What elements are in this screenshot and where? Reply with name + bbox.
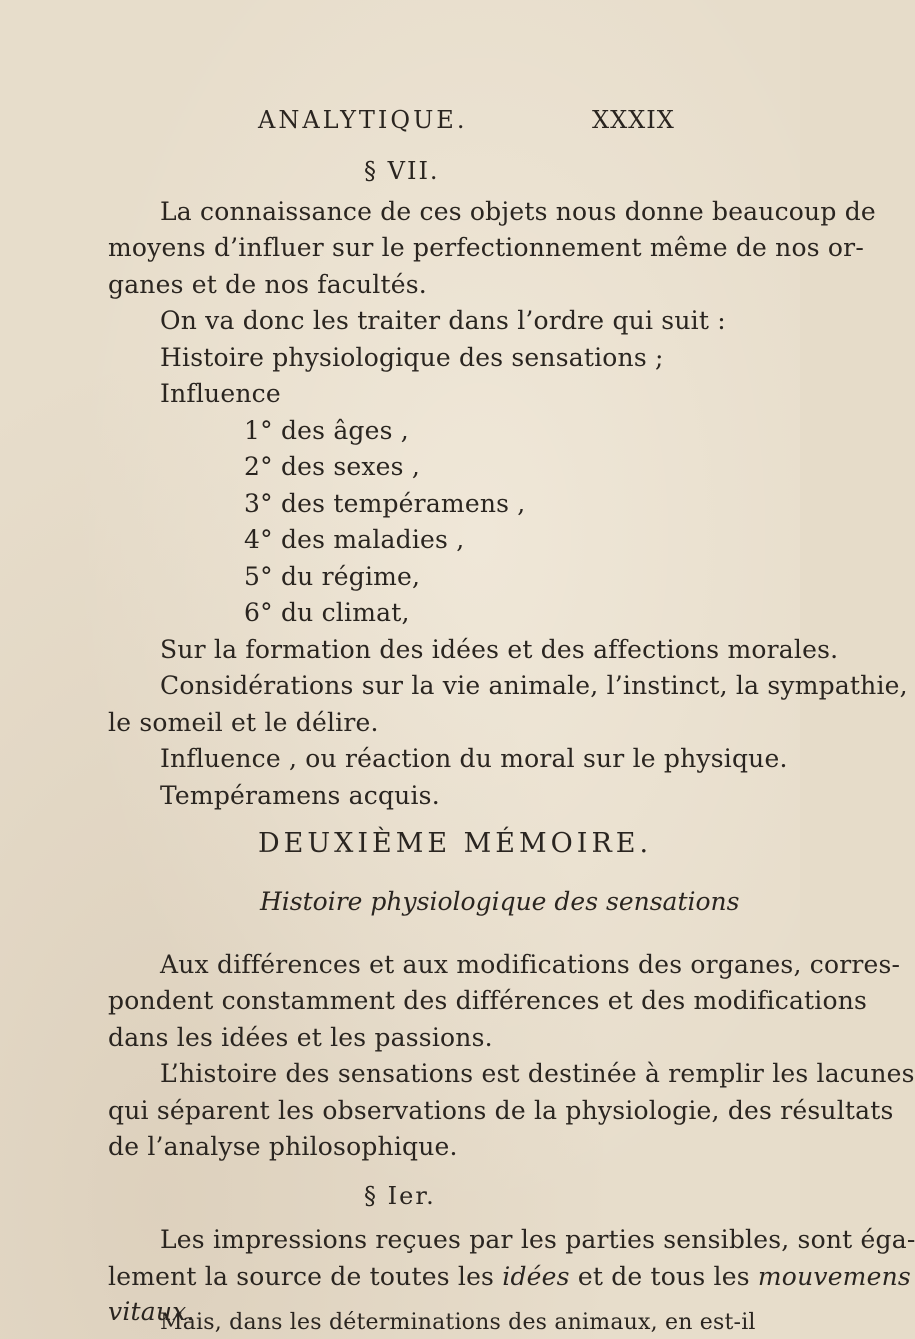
memoir-subtitle: Histoire physiologique des sensations <box>260 887 740 916</box>
text-line: vitaux. <box>108 1297 195 1326</box>
text-line: Histoire physiologique des sensations ; <box>160 343 664 372</box>
text-run: lement la source de toutes les <box>108 1262 503 1291</box>
text-line: dans les idées et les passions. <box>108 1023 493 1052</box>
section-heading-vii: § VII. <box>364 157 440 185</box>
text-line: pondent constamment des différences et des modifications <box>108 986 868 1015</box>
section-heading-i: § Ier. <box>364 1182 436 1210</box>
list-item: 4° des maladies , <box>244 525 465 554</box>
text-line: qui séparent les observations de la physiologie, des résultats <box>108 1096 894 1125</box>
list-item: 2° des sexes , <box>244 452 420 481</box>
text-line: Aux différences et aux modifications des organes, corres- <box>160 950 901 979</box>
text-line: ganes et de nos facultés. <box>108 270 427 299</box>
italic-word: idées <box>502 1262 570 1291</box>
text-line: moyens d’influer sur le perfectionnement même de nos or- <box>108 233 864 262</box>
running-head: ANALYTIQUE. <box>258 106 468 134</box>
text-line: Tempéramens acquis. <box>160 781 440 810</box>
text-line <box>108 1262 911 1292</box>
text-line: Les impressions reçues par les parties sensibles, sont éga- <box>160 1225 915 1254</box>
italic-word: mouvemens <box>757 1262 911 1291</box>
list-item: 3° des tempéramens , <box>244 489 526 518</box>
list-item: 5° du régime, <box>244 562 421 591</box>
text-line: Influence , ou réaction du moral sur le physique. <box>160 744 788 773</box>
list-item: 6° du climat, <box>244 598 410 627</box>
text-line: Sur la formation des idées et des affections morales. <box>160 635 839 664</box>
list-item: 1° des âges , <box>244 416 409 445</box>
text-line: Mais, dans les déterminations des animaux, en est-il <box>160 1310 756 1335</box>
text-line: Influence <box>160 379 281 408</box>
memoir-title: DEUXIÈME MÉMOIRE. <box>258 828 653 859</box>
text-line: de l’analyse philosophique. <box>108 1132 458 1161</box>
text-line: On va donc les traiter dans l’ordre qui suit : <box>160 306 726 335</box>
text-line: L’histoire des sensations est destinée à remplir les lacunes <box>160 1059 915 1088</box>
text-line: Considérations sur la vie animale, l’instinct, la sympathie, <box>160 671 908 700</box>
text-run: et de tous les <box>569 1262 758 1291</box>
text-line: le someil et le délire. <box>108 708 379 737</box>
text-line: La connaissance de ces objets nous donne beaucoup de <box>160 197 876 226</box>
page-number: XXXIX <box>592 106 675 134</box>
